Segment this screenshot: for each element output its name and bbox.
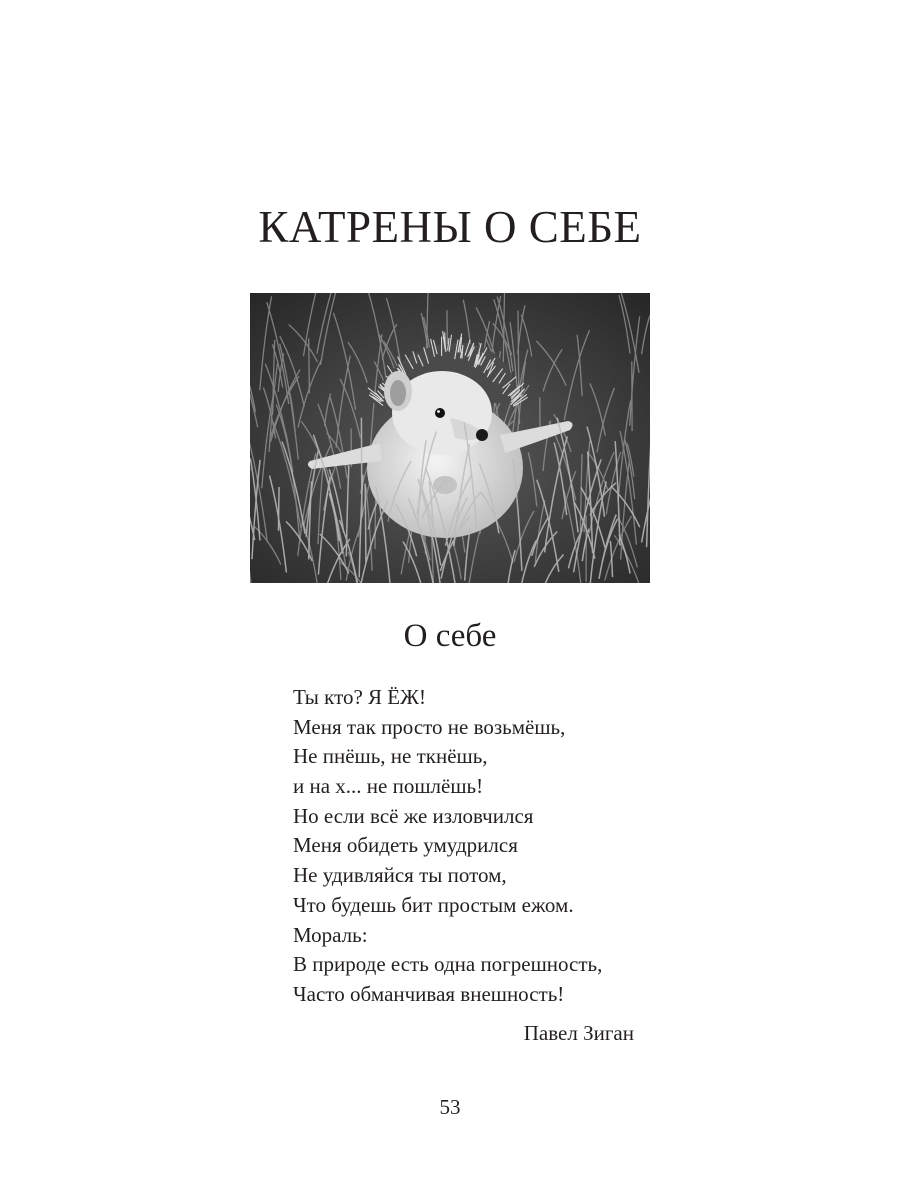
poem-line: Ты кто? Я ЁЖ! — [293, 685, 426, 709]
poem-body — [293, 683, 602, 1010]
poem-line: и на х... не пошлёшь! — [293, 774, 484, 799]
hedgehog-photo — [250, 293, 650, 583]
chapter-title: КАТРЕНЫ О СЕБЕ — [258, 202, 642, 252]
poem-line: Не удивляйся ты потом, — [293, 863, 507, 888]
poem-author: Павел Зиган — [523, 1021, 634, 1045]
poem-line: Меня обидеть умудрился — [293, 833, 518, 858]
poem-line: Часто обманчивая внешность! — [293, 981, 565, 1006]
poem-line: Что будешь бит простым ежом. — [293, 892, 574, 917]
poem-line: Не пнёшь, не ткнёшь, — [293, 744, 488, 769]
page-number: 53 — [439, 1095, 461, 1119]
poem-line: Меня так просто не возьмёшь, — [293, 714, 566, 739]
poem-line: Мораль: — [293, 922, 368, 947]
poem-title: О себе — [403, 618, 497, 654]
poem-line: Но если всё же изловчился — [293, 803, 534, 828]
poem-line: В природе есть одна погрешность, — [293, 952, 603, 977]
